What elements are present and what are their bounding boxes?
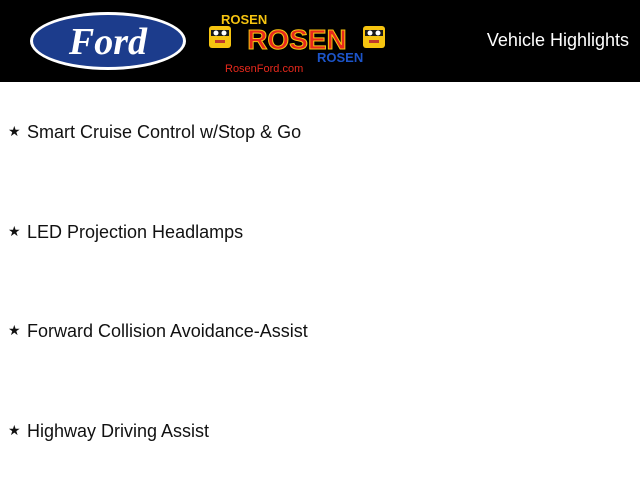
star-icon: ★ [8,323,21,339]
highlight-item [8,419,209,443]
star-icon: ★ [8,124,21,140]
highlight-label: Smart Cruise Control w/Stop & Go [27,121,302,142]
mascot-right-icon [363,26,385,48]
rosen-bottom-text: ROSEN [317,50,364,65]
ford-logo [28,10,188,72]
header-bar [0,0,640,82]
star-icon: ★ [8,224,21,240]
ford-logo-text: Ford [68,21,148,63]
rosen-main-text: ROSEN [247,24,347,55]
highlight-label: Forward Collision Avoidance-Assist [27,320,308,341]
star-icon: ★ [8,423,21,439]
highlight-item [8,319,308,343]
rosen-website-text: RosenFord.com [225,63,304,74]
rosen-top-text: ROSEN [221,12,268,27]
highlight-label: Highway Driving Assist [27,420,210,441]
highlight-item [8,220,243,244]
rosen-ford-logo [207,12,389,74]
page-title: Vehicle Highlights [486,30,629,50]
highlight-item [8,120,301,144]
highlight-label: LED Projection Headlamps [27,221,244,242]
mascot-left-icon [209,26,231,48]
